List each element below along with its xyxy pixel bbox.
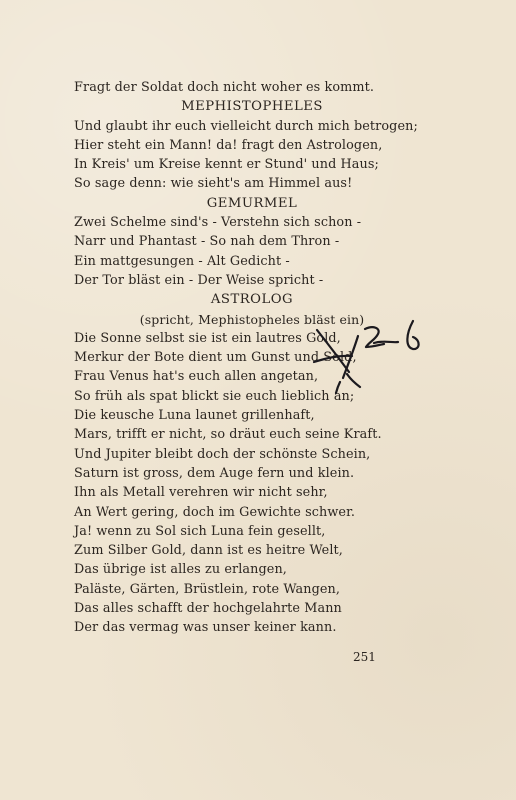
verse-line: Merkur der Bote dient um Gunst und Sold, bbox=[74, 350, 357, 366]
verse-line: Zum Silber Gold, dann ist es heitre Welt, bbox=[74, 543, 343, 559]
handwritten-stroke bbox=[336, 382, 340, 393]
handwritten-stroke bbox=[365, 327, 384, 347]
verse-line: Ihn als Metall verehren wir nicht sehr, bbox=[74, 485, 328, 501]
handwritten-margin-mark bbox=[300, 318, 430, 393]
verse-line: Ein mattgesungen - Alt Gedicht - bbox=[74, 253, 290, 269]
speaker-name: MEPHISTOPHELES bbox=[181, 99, 323, 115]
page-number: 251 bbox=[353, 650, 376, 664]
handwritten-stroke bbox=[317, 330, 349, 372]
speaker-name: GEMURMEL bbox=[206, 195, 298, 211]
verse-line: So früh als spat blickt sie euch lieblich an; bbox=[74, 388, 355, 404]
verse-line: Hier steht ein Mann! da! fragt den Astrologen, bbox=[74, 137, 383, 153]
verse-line: Narr und Phantast - So nah dem Thron - bbox=[74, 234, 340, 250]
verse-line: Der Tor bläst ein - Der Weise spricht - bbox=[74, 272, 324, 288]
stage-direction: (spricht, Mephistopheles bläst ein) bbox=[139, 311, 365, 327]
verse-line: Und Jupiter bleibt doch der schönste Schein, bbox=[74, 446, 371, 462]
verse-line: Saturn ist gross, dem Auge fern und klein. bbox=[74, 465, 355, 481]
handwritten-stroke bbox=[347, 374, 360, 387]
verse-line: Zwei Schelme sind's - Verstehn sich schon - bbox=[74, 215, 362, 231]
verse-line: Das übrige ist alles zu erlangen, bbox=[74, 562, 287, 578]
speaker-name: ASTROLOG bbox=[210, 292, 294, 308]
verse-line: Die Sonne selbst sie ist ein lautres Gold, bbox=[74, 330, 341, 346]
verse-line: Frau Venus hat's euch allen angetan, bbox=[74, 369, 319, 385]
verse-line: Und glaubt ihr euch vielleicht durch mich betrogen; bbox=[74, 118, 418, 134]
handwritten-stroke bbox=[314, 356, 352, 362]
verse-line: Das alles schafft der hochgelahrte Mann bbox=[74, 601, 342, 617]
verse-line: Paläste, Gärten, Brüstlein, rote Wangen, bbox=[74, 581, 341, 597]
verse-line: Der das vermag was unser keiner kann. bbox=[74, 620, 337, 636]
verse-line: So sage denn: wie sieht's am Himmel aus! bbox=[74, 176, 353, 192]
verse-line: In Kreis' um Kreise kennt er Stund' und Haus; bbox=[74, 157, 379, 173]
handwritten-stroke bbox=[374, 342, 398, 343]
verse-line: Ja! wenn zu Sol sich Luna fein gesellt, bbox=[74, 523, 326, 539]
verse-line: Fragt der Soldat doch nicht woher es kommt. bbox=[74, 80, 375, 95]
verse-line: An Wert gering, doch im Gewichte schwer. bbox=[74, 504, 356, 520]
verse-line: Die keusche Luna launet grillenhaft, bbox=[74, 408, 315, 424]
handwritten-stroke bbox=[407, 321, 418, 349]
verse-line: Mars, trifft er nicht, so dräut euch seine Kraft. bbox=[74, 427, 382, 443]
